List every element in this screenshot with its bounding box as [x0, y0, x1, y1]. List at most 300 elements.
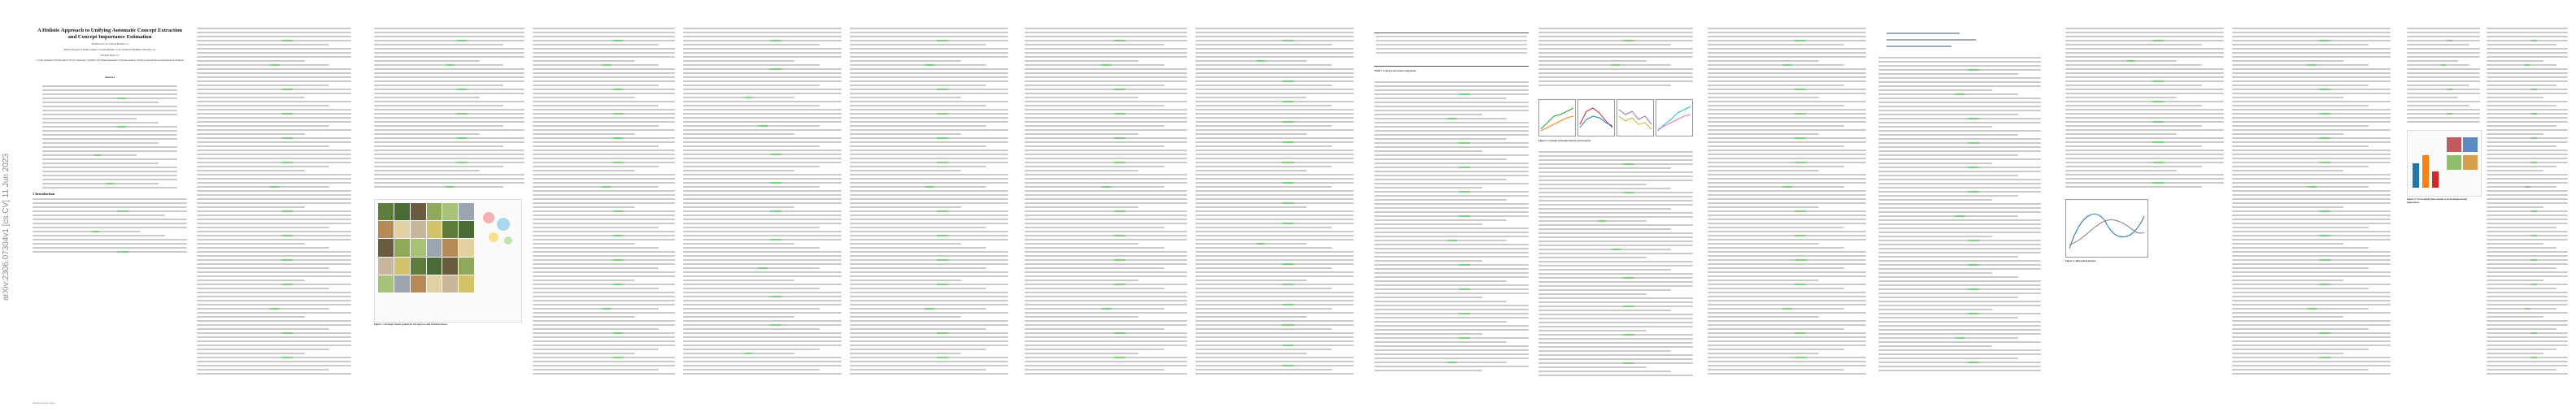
- text-line: [1708, 328, 1844, 330]
- text-line: [1025, 243, 1138, 245]
- text-line: [850, 137, 1008, 139]
- cluster-graph-svg: [479, 206, 516, 249]
- text-line: [2487, 304, 2568, 306]
- text-line: [850, 263, 1008, 265]
- text-line: [1374, 171, 1529, 172]
- text-line: [1025, 223, 1187, 224]
- text-line: [2232, 275, 2391, 277]
- text-line: [2487, 320, 2568, 322]
- text-line: [850, 150, 1008, 151]
- text-line: [197, 365, 351, 366]
- text-line: [1025, 227, 1164, 228]
- text-line: [2065, 174, 2224, 176]
- text-line: [2232, 60, 2343, 62]
- text-line: [1538, 84, 1671, 86]
- text-line: [683, 223, 842, 224]
- text-line: [1195, 44, 1332, 46]
- text-line: [2065, 105, 2202, 106]
- text-line: [2487, 239, 2568, 240]
- text-line: [2232, 48, 2391, 50]
- figure-1-image-tile: [442, 221, 458, 238]
- text-line: [1025, 344, 1187, 346]
- text-line: [1708, 133, 1819, 135]
- text-line: [850, 133, 961, 135]
- text-line: [533, 369, 659, 370]
- figure-1-image-tile: [427, 239, 442, 256]
- text-line: [533, 76, 679, 78]
- text-line: [2232, 52, 2391, 54]
- text-line: [683, 300, 842, 301]
- text-line: [2232, 113, 2391, 115]
- text-line: [197, 280, 305, 281]
- text-line: [2232, 328, 2369, 330]
- text-line: [533, 316, 635, 318]
- text-line: [683, 48, 842, 50]
- text-line: [2487, 68, 2568, 70]
- text-line: [2487, 308, 2556, 310]
- text-line: [1538, 293, 1647, 295]
- text-line: [1025, 76, 1187, 78]
- text-line: [1195, 72, 1354, 74]
- text-line: [533, 223, 679, 224]
- text-line: [850, 280, 961, 281]
- text-line: [1195, 251, 1354, 253]
- text-line: [33, 239, 187, 240]
- text-line: [1025, 105, 1164, 106]
- figure-3-svg: [2408, 131, 2481, 196]
- text-line: [2407, 40, 2480, 41]
- figure-2-panel-b-svg: [1578, 100, 1614, 136]
- text-line: [197, 76, 351, 78]
- text-line: [533, 158, 679, 159]
- text-line: [33, 202, 187, 204]
- text-line: [2232, 117, 2391, 119]
- text-line: [683, 227, 820, 228]
- text-line: [1195, 202, 1354, 204]
- text-line: [1538, 196, 1693, 197]
- text-line: [1878, 171, 2041, 172]
- text-line: [1374, 150, 1482, 152]
- text-line: [374, 84, 503, 86]
- text-line: [1878, 98, 2041, 99]
- text-line: [533, 113, 679, 115]
- text-line: [1025, 198, 1187, 200]
- text-line: [1708, 76, 1866, 78]
- text-line: [2232, 68, 2391, 70]
- text-line: [1374, 292, 1529, 294]
- text-line: [2232, 288, 2369, 289]
- text-line: [683, 255, 842, 257]
- text-line: [1195, 239, 1354, 240]
- abstract-body: [42, 85, 177, 188]
- text-line: [197, 271, 351, 273]
- text-line: [533, 56, 679, 58]
- text-line: [1878, 162, 1992, 164]
- text-line: [1025, 133, 1138, 135]
- text-line: [850, 72, 1008, 74]
- text-line: [2487, 296, 2568, 297]
- text-line: [1195, 93, 1354, 94]
- text-line: [1538, 240, 1693, 242]
- text-line: [1025, 129, 1187, 131]
- text-line: [1374, 187, 1482, 188]
- text-line: [2487, 251, 2568, 253]
- text-line: [374, 170, 480, 171]
- text-line: [2487, 357, 2568, 358]
- figure-1-image-tile: [459, 258, 474, 275]
- text-line: [2487, 353, 2543, 354]
- text-line: [683, 80, 842, 82]
- text-line: [1538, 176, 1693, 177]
- text-line: [2407, 101, 2480, 102]
- text-line: [1708, 93, 1866, 94]
- text-line: [2065, 121, 2224, 123]
- text-line: [2487, 292, 2568, 293]
- text-line: [1025, 89, 1187, 90]
- text-line: [1708, 182, 1866, 184]
- text-line: [533, 332, 679, 334]
- text-line: [1708, 332, 1866, 334]
- text-line: [197, 324, 351, 326]
- text-line: [2232, 150, 2391, 151]
- figure-1-image-tile: [459, 221, 474, 238]
- text-line: [1708, 349, 1844, 350]
- text-line: [2232, 206, 2343, 208]
- text-line: [850, 44, 986, 46]
- text-line: [533, 32, 679, 33]
- text-line: [850, 300, 1008, 301]
- text-line: [533, 174, 679, 176]
- text-line: [1538, 184, 1647, 185]
- text-line: [1538, 28, 1693, 29]
- text-line: [1708, 231, 1866, 232]
- text-line: [533, 308, 659, 310]
- text-line: [2487, 190, 2568, 192]
- text-line: [197, 60, 305, 62]
- text-line: [2487, 84, 2556, 86]
- text-line: [1708, 206, 1819, 208]
- text-line: [1878, 223, 2041, 225]
- text-line: [197, 145, 329, 147]
- text-line: [1538, 204, 1693, 206]
- text-line: [1878, 195, 2018, 197]
- page5-right-column: [1538, 28, 1693, 89]
- text-line: [533, 64, 659, 66]
- text-line: [1538, 301, 1693, 303]
- text-line: [374, 48, 524, 50]
- text-line: [42, 162, 159, 164]
- text-line: [1195, 336, 1354, 338]
- page7-right-column: [2232, 28, 2391, 377]
- text-line: [533, 129, 679, 131]
- text-line: [2232, 361, 2391, 362]
- text-line: [2232, 44, 2369, 46]
- text-line: [1878, 305, 2041, 306]
- text-line: [683, 251, 842, 253]
- text-line: [683, 336, 842, 338]
- text-line: [2232, 182, 2391, 184]
- text-line: [2487, 109, 2568, 110]
- text-line: [1708, 145, 1844, 147]
- text-line: [1025, 170, 1138, 171]
- text-line: [850, 255, 1008, 257]
- text-line: [683, 284, 842, 285]
- text-line: [2232, 109, 2391, 110]
- page-1: [16, 0, 366, 416]
- bar: [2432, 171, 2439, 188]
- text-line: [683, 125, 820, 127]
- text-line: [2232, 255, 2391, 257]
- text-line: [1025, 125, 1164, 127]
- text-line: [2065, 154, 2224, 155]
- text-line: [2232, 80, 2391, 82]
- text-line: [1538, 192, 1693, 193]
- text-line: [1195, 373, 1354, 375]
- text-line: [533, 40, 679, 41]
- text-line: [2407, 93, 2480, 94]
- text-line: [197, 255, 351, 257]
- text-line: [1195, 194, 1354, 196]
- figure-1-image-tile: [394, 221, 410, 238]
- text-line: [2232, 312, 2391, 314]
- text-line: [2065, 109, 2224, 110]
- text-line: [2065, 137, 2224, 139]
- text-line: [374, 97, 480, 98]
- text-line: [1878, 260, 2041, 262]
- text-line: [1878, 309, 1992, 310]
- text-line: [1025, 158, 1187, 159]
- text-line: [850, 344, 1008, 346]
- text-line: [683, 76, 842, 78]
- text-line: [1025, 308, 1164, 310]
- text-line: [2232, 247, 2369, 249]
- text-line: [2487, 312, 2568, 314]
- figure-1-image-tile: [394, 239, 410, 256]
- text-line: [1195, 113, 1354, 115]
- text-line: [1878, 81, 2041, 83]
- text-line: [1538, 334, 1693, 336]
- text-line: [850, 316, 961, 318]
- text-line: [2232, 308, 2369, 310]
- text-line: [2232, 84, 2369, 86]
- text-line: [1025, 271, 1187, 273]
- text-line: [1025, 145, 1164, 147]
- figure-4-caption: [2065, 260, 2220, 263]
- text-line: [1374, 203, 1529, 205]
- text-line: [2065, 44, 2202, 46]
- text-line: [1195, 357, 1354, 358]
- figure-4-caption-title: Figure 4: Theoretical metrics.: [2065, 259, 2096, 262]
- text-line: [1538, 40, 1693, 41]
- text-line: [42, 167, 177, 168]
- text-line: [2407, 89, 2480, 90]
- text-line: [374, 40, 524, 41]
- text-line: [1878, 353, 2041, 355]
- text-line: [197, 332, 351, 334]
- text-line: [1538, 273, 1693, 275]
- text-line: [1195, 349, 1332, 350]
- text-line: [1538, 310, 1671, 311]
- text-line: [2487, 40, 2568, 41]
- text-line: [850, 117, 1008, 119]
- text-line: [42, 187, 177, 188]
- text-line: [850, 259, 1008, 261]
- text-line: [2232, 353, 2343, 354]
- text-line: [1025, 239, 1187, 240]
- text-line: [197, 206, 305, 208]
- text-line: [533, 101, 679, 102]
- text-line: [2407, 60, 2458, 62]
- text-line: [1878, 130, 2041, 132]
- text-line: [2232, 223, 2391, 224]
- text-line: [1195, 353, 1307, 354]
- text-line: [850, 93, 1008, 94]
- text-line: [850, 97, 961, 98]
- text-line: [1538, 171, 1693, 173]
- text-line: [1374, 268, 1529, 270]
- figure-1-image-tile: [411, 203, 426, 220]
- text-line: [1878, 114, 2018, 115]
- text-line: [2487, 227, 2556, 228]
- text-line: [2407, 105, 2469, 106]
- text-line: [850, 353, 961, 354]
- text-line: [2232, 40, 2391, 41]
- text-line: [1374, 228, 1529, 229]
- text-line: [1374, 337, 1529, 339]
- text-line: [1374, 158, 1507, 160]
- figure-2-panel-a: [1538, 99, 1576, 136]
- text-line: [42, 154, 137, 156]
- text-line: [850, 28, 1008, 29]
- text-line: [1025, 182, 1187, 184]
- text-line: [2407, 72, 2480, 74]
- text-line: [683, 68, 842, 70]
- text-line: [2232, 239, 2391, 240]
- text-line: [1025, 150, 1187, 151]
- text-line: [1708, 40, 1866, 41]
- text-line: [1025, 320, 1187, 322]
- text-line: [533, 349, 659, 350]
- text-line: [374, 68, 524, 70]
- text-line: [2407, 28, 2480, 29]
- text-line: [1025, 36, 1187, 37]
- text-line: [1374, 341, 1507, 343]
- text-line: [1374, 114, 1482, 115]
- text-line: [1195, 284, 1354, 285]
- text-line: [850, 68, 1008, 70]
- text-line: [2487, 336, 2568, 338]
- text-line: [850, 202, 1008, 204]
- text-line: [1538, 245, 1693, 246]
- text-line: [1025, 93, 1187, 94]
- text-line: [2487, 101, 2568, 102]
- text-line: [1195, 145, 1332, 147]
- text-line: [2232, 93, 2391, 94]
- text-line: [42, 126, 177, 128]
- text-line: [1025, 304, 1187, 306]
- figure-4-plot: [2065, 199, 2148, 258]
- text-line: [2232, 145, 2369, 147]
- text-line: [683, 162, 842, 163]
- text-line: [1878, 301, 2041, 302]
- text-line: [850, 198, 1008, 200]
- text-line: [683, 328, 820, 330]
- text-line: [1374, 81, 1529, 83]
- text-line: [197, 308, 329, 310]
- author-line-3: Thomas Serre 1,2: [100, 54, 120, 58]
- text-line: [2487, 223, 2568, 224]
- text-line: [1878, 284, 2041, 286]
- text-line: [1708, 68, 1866, 70]
- text-line: [2232, 263, 2391, 265]
- text-line: [1195, 60, 1307, 62]
- text-line: [1195, 89, 1354, 90]
- text-line: [2065, 129, 2224, 131]
- text-line: [1538, 155, 1693, 157]
- text-line: [533, 178, 679, 180]
- figure-1-image-tile: [411, 258, 426, 275]
- text-line: [683, 105, 820, 106]
- text-line: [2232, 271, 2391, 273]
- text-line: [197, 80, 351, 82]
- text-line: [1538, 151, 1693, 153]
- text-line: [374, 101, 524, 102]
- text-line: [1195, 316, 1307, 318]
- text-line: [2487, 373, 2568, 375]
- text-line: [1538, 60, 1647, 62]
- text-line: [1878, 228, 2041, 229]
- text-line: [683, 60, 794, 62]
- text-line: [1025, 72, 1187, 74]
- text-line: [197, 353, 305, 354]
- text-line: [1878, 297, 2018, 298]
- figure-1-image-tile: [459, 239, 474, 256]
- text-line: [197, 300, 351, 301]
- text-line: [1025, 97, 1138, 98]
- text-line: [850, 369, 986, 370]
- text-line: [1025, 28, 1187, 29]
- text-line: [1195, 137, 1354, 139]
- text-line: [2232, 194, 2391, 196]
- text-line: [683, 133, 794, 135]
- text-line: [197, 296, 351, 297]
- text-line: [2232, 76, 2391, 78]
- text-line: [850, 129, 1008, 131]
- text-line: [2407, 80, 2480, 82]
- text-line: [197, 304, 351, 306]
- text-line: [2065, 52, 2224, 54]
- text-line: [1878, 61, 2041, 63]
- abstract-heading: Abstract: [105, 76, 115, 80]
- text-line: [374, 36, 524, 37]
- text-line: [1878, 232, 2041, 233]
- text-line: [850, 284, 1008, 285]
- text-line: [42, 142, 159, 144]
- text-line: [533, 182, 679, 184]
- figure-1-image-tile: [411, 275, 426, 292]
- text-line: [33, 227, 187, 228]
- text-line: [1374, 207, 1529, 209]
- text-line: [2065, 97, 2177, 98]
- text-line: [2232, 210, 2391, 212]
- text-line: [2232, 105, 2369, 106]
- text-line: [1025, 235, 1187, 236]
- text-line: [1708, 284, 1866, 285]
- text-line: [850, 239, 1008, 240]
- text-line: [850, 60, 961, 62]
- text-line: [2407, 52, 2480, 54]
- text-line: [1878, 333, 2041, 335]
